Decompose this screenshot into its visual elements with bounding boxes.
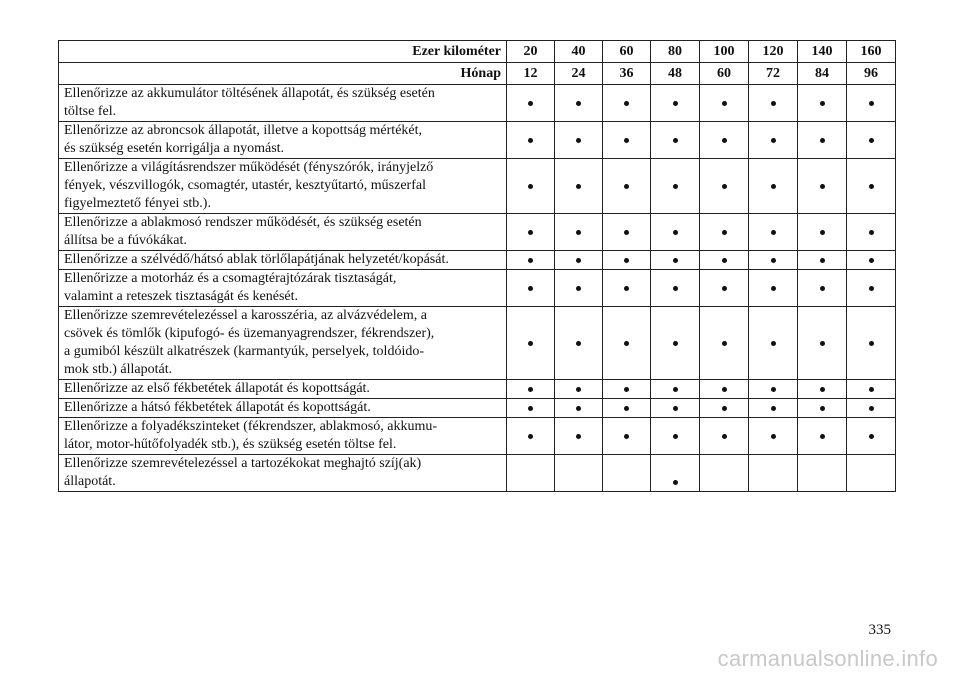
check-mark-icon — [869, 230, 874, 235]
table-row — [59, 122, 896, 159]
description-line: fények, vészvillogók, csomagtér, utastér, kesztyűtartó, műszerfal — [64, 178, 426, 193]
interval-cell — [651, 270, 700, 307]
interval-cell — [798, 251, 847, 270]
interval-cell — [700, 307, 749, 380]
interval-cell — [749, 399, 798, 418]
description-line: figyelmeztető fényei stb.). — [64, 196, 211, 211]
check-mark-icon — [771, 434, 776, 439]
interval-cell — [555, 270, 603, 307]
check-mark-icon — [576, 434, 581, 439]
header-value: 48 — [651, 63, 700, 85]
interval-cell — [507, 122, 555, 159]
interval-cell — [603, 251, 651, 270]
check-description — [59, 455, 507, 492]
check-mark-icon — [624, 258, 629, 263]
check-mark-icon — [528, 230, 533, 235]
check-mark-icon — [722, 434, 727, 439]
interval-cell — [507, 251, 555, 270]
header-value: 80 — [651, 41, 700, 63]
check-mark-icon — [722, 184, 727, 189]
interval-cell — [651, 399, 700, 418]
check-mark-icon — [820, 258, 825, 263]
check-mark-icon — [869, 341, 874, 346]
interval-cell — [507, 307, 555, 380]
interval-cell — [700, 380, 749, 399]
interval-cell — [555, 85, 603, 122]
interval-cell — [847, 214, 896, 251]
check-mark-icon — [820, 230, 825, 235]
interval-cell — [603, 270, 651, 307]
interval-cell — [749, 85, 798, 122]
check-mark-icon — [771, 406, 776, 411]
description-line: Ellenőrizze a folyadékszinteket (fékrendszer, ablakmosó, akkumu- — [64, 419, 438, 434]
description-line: mok stb.) állapotát. — [64, 362, 173, 377]
interval-cell — [555, 122, 603, 159]
check-description — [59, 380, 507, 399]
interval-cell — [847, 251, 896, 270]
check-description — [59, 270, 507, 307]
check-description — [59, 399, 507, 418]
interval-cell — [847, 122, 896, 159]
table-row — [59, 380, 896, 399]
check-mark-icon — [673, 184, 678, 189]
check-mark-icon — [820, 341, 825, 346]
interval-cell — [507, 380, 555, 399]
interval-cell — [847, 418, 896, 455]
check-mark-icon — [673, 406, 678, 411]
check-mark-icon — [820, 406, 825, 411]
header-value: 72 — [749, 63, 798, 85]
interval-cell — [700, 251, 749, 270]
check-mark-icon — [624, 101, 629, 106]
interval-cell — [798, 214, 847, 251]
interval-cell — [847, 380, 896, 399]
check-mark-icon — [722, 406, 727, 411]
check-mark-icon — [673, 101, 678, 106]
check-mark-icon — [673, 387, 678, 392]
check-mark-icon — [722, 258, 727, 263]
check-description — [59, 122, 507, 159]
check-mark-icon — [528, 406, 533, 411]
check-mark-icon — [820, 286, 825, 291]
check-mark-icon — [673, 341, 678, 346]
interval-cell — [507, 85, 555, 122]
check-mark-icon — [820, 184, 825, 189]
interval-cell — [749, 380, 798, 399]
check-mark-icon — [820, 138, 825, 143]
check-mark-icon — [869, 138, 874, 143]
header-value: 96 — [847, 63, 896, 85]
table-row — [59, 251, 896, 270]
interval-cell — [798, 122, 847, 159]
interval-cell — [555, 418, 603, 455]
interval-cell — [700, 399, 749, 418]
check-mark-icon — [624, 230, 629, 235]
interval-cell — [651, 307, 700, 380]
check-description — [59, 418, 507, 455]
check-mark-icon — [722, 341, 727, 346]
interval-cell — [749, 251, 798, 270]
check-mark-icon — [528, 387, 533, 392]
interval-cell — [798, 418, 847, 455]
description-line: Ellenőrizze szemrevételezéssel a karosszéria, az alvázvédelem, a — [64, 308, 428, 323]
header-label: Ezer kilométer — [59, 41, 507, 63]
description-line: Ellenőrizze az első fékbetétek állapotát és kopottságát. — [64, 381, 370, 396]
check-mark-icon — [771, 184, 776, 189]
interval-cell — [700, 85, 749, 122]
interval-cell — [507, 418, 555, 455]
interval-cell — [847, 159, 896, 214]
table-row — [59, 455, 896, 492]
watermark: carmanualsonline.info — [717, 646, 938, 671]
description-line: valamint a reteszek tisztaságát és kenését. — [64, 289, 299, 304]
check-mark-icon — [576, 341, 581, 346]
interval-cell — [749, 418, 798, 455]
interval-cell — [651, 251, 700, 270]
check-mark-icon — [869, 258, 874, 263]
check-mark-icon — [820, 101, 825, 106]
interval-cell — [700, 159, 749, 214]
interval-cell — [555, 159, 603, 214]
check-mark-icon — [673, 138, 678, 143]
table-row — [59, 307, 896, 380]
table-row — [59, 418, 896, 455]
check-mark-icon — [673, 258, 678, 263]
interval-cell — [651, 159, 700, 214]
interval-cell — [798, 399, 847, 418]
check-mark-icon — [528, 258, 533, 263]
interval-cell — [700, 270, 749, 307]
header-value: 84 — [798, 63, 847, 85]
interval-cell — [507, 270, 555, 307]
table-row — [59, 85, 896, 122]
interval-cell — [603, 380, 651, 399]
check-mark-icon — [869, 184, 874, 189]
header-value: 100 — [700, 41, 749, 63]
check-mark-icon — [528, 184, 533, 189]
interval-cell — [603, 214, 651, 251]
check-mark-icon — [869, 387, 874, 392]
interval-cell — [603, 85, 651, 122]
check-description — [59, 85, 507, 122]
header-value: 60 — [603, 41, 651, 63]
description-line: Ellenőrizze az abroncsok állapotát, illetve a kopottság mértékét, — [64, 123, 423, 138]
header-value: 140 — [798, 41, 847, 63]
check-mark-icon — [576, 230, 581, 235]
check-mark-icon — [771, 341, 776, 346]
interval-cell — [555, 399, 603, 418]
check-mark-icon — [771, 230, 776, 235]
interval-cell — [749, 214, 798, 251]
check-mark-icon — [673, 286, 678, 291]
table-row — [59, 399, 896, 418]
interval-cell — [555, 307, 603, 380]
interval-cell — [847, 399, 896, 418]
interval-cell — [749, 122, 798, 159]
interval-cell — [700, 455, 749, 492]
description-line: Ellenőrizze a szélvédő/hátsó ablak törlőlapátjának helyzetét/kopását. — [64, 252, 449, 267]
check-mark-icon — [576, 387, 581, 392]
check-mark-icon — [771, 138, 776, 143]
interval-cell — [847, 270, 896, 307]
check-mark-icon — [869, 286, 874, 291]
description-line: Ellenőrizze szemrevételezéssel a tartozékokat meghajtó szíj(ak) — [64, 456, 422, 471]
check-mark-icon — [722, 230, 727, 235]
interval-cell — [603, 399, 651, 418]
check-mark-icon — [528, 101, 533, 106]
interval-cell — [749, 307, 798, 380]
check-mark-icon — [624, 286, 629, 291]
interval-cell — [603, 455, 651, 492]
check-mark-icon — [528, 341, 533, 346]
interval-cell — [749, 159, 798, 214]
check-mark-icon — [722, 138, 727, 143]
interval-cell — [847, 307, 896, 380]
header-value: 36 — [603, 63, 651, 85]
header-value: 24 — [555, 63, 603, 85]
interval-cell — [507, 399, 555, 418]
check-description — [59, 214, 507, 251]
table-body — [59, 41, 896, 492]
description-line: Ellenőrizze a világításrendszer működését (fényszórók, irányjelző — [64, 160, 434, 175]
check-mark-icon — [869, 434, 874, 439]
check-mark-icon — [624, 341, 629, 346]
page-number: 335 — [868, 622, 891, 638]
interval-cell — [798, 159, 847, 214]
table-row — [59, 214, 896, 251]
description-line: és szükség esetén korrigálja a nyomást. — [64, 141, 285, 156]
check-mark-icon — [624, 434, 629, 439]
header-row — [59, 41, 896, 63]
check-mark-icon — [820, 434, 825, 439]
header-value: 20 — [507, 41, 555, 63]
interval-cell — [651, 380, 700, 399]
description-line: Ellenőrizze a ablakmosó rendszer működését, és szükség esetén — [64, 215, 422, 230]
check-mark-icon — [528, 434, 533, 439]
interval-cell — [798, 85, 847, 122]
check-mark-icon — [673, 480, 678, 485]
interval-cell — [603, 418, 651, 455]
check-mark-icon — [869, 101, 874, 106]
interval-cell — [847, 455, 896, 492]
check-mark-icon — [771, 286, 776, 291]
interval-cell — [749, 455, 798, 492]
header-row — [59, 63, 896, 85]
description-line: csövek és tömlők (kipufogó- és üzemanyagrendszer, fékrendszer), — [64, 326, 435, 341]
check-mark-icon — [722, 101, 727, 106]
table-row — [59, 270, 896, 307]
header-label: Hónap — [59, 63, 507, 85]
interval-cell — [651, 122, 700, 159]
check-mark-icon — [771, 387, 776, 392]
interval-cell — [749, 270, 798, 307]
check-mark-icon — [673, 434, 678, 439]
interval-cell — [603, 307, 651, 380]
check-mark-icon — [624, 387, 629, 392]
check-mark-icon — [771, 101, 776, 106]
check-mark-icon — [576, 406, 581, 411]
interval-cell — [555, 251, 603, 270]
table-row — [59, 159, 896, 214]
check-mark-icon — [576, 258, 581, 263]
header-value: 12 — [507, 63, 555, 85]
description-line: látor, motor-hűtőfolyadék stb.), és szükség esetén töltse fel. — [64, 437, 397, 452]
interval-cell — [651, 418, 700, 455]
check-mark-icon — [722, 387, 727, 392]
interval-cell — [555, 455, 603, 492]
interval-cell — [798, 380, 847, 399]
check-mark-icon — [722, 286, 727, 291]
check-description — [59, 251, 507, 270]
description-line: állítsa be a fúvókákat. — [64, 233, 187, 248]
interval-cell — [798, 455, 847, 492]
maintenance-schedule-table — [58, 40, 896, 492]
interval-cell — [798, 270, 847, 307]
header-value: 120 — [749, 41, 798, 63]
interval-cell — [603, 122, 651, 159]
interval-cell — [700, 122, 749, 159]
check-mark-icon — [576, 138, 581, 143]
description-line: a gumiból készült alkatrészek (karmantyúk, perselyek, toldóido- — [64, 344, 425, 359]
interval-cell — [651, 455, 700, 492]
interval-cell — [798, 307, 847, 380]
header-value: 40 — [555, 41, 603, 63]
interval-cell — [555, 214, 603, 251]
interval-cell — [555, 380, 603, 399]
check-mark-icon — [528, 138, 533, 143]
interval-cell — [507, 455, 555, 492]
check-mark-icon — [576, 184, 581, 189]
check-mark-icon — [624, 138, 629, 143]
check-mark-icon — [576, 101, 581, 106]
interval-cell — [603, 159, 651, 214]
check-mark-icon — [771, 258, 776, 263]
check-mark-icon — [528, 286, 533, 291]
check-mark-icon — [869, 406, 874, 411]
interval-cell — [847, 85, 896, 122]
description-line: Ellenőrizze a motorház és a csomagtérajtózárak tisztaságát, — [64, 271, 397, 286]
interval-cell — [651, 214, 700, 251]
interval-cell — [700, 418, 749, 455]
description-line: állapotát. — [64, 474, 116, 489]
check-mark-icon — [624, 184, 629, 189]
interval-cell — [700, 214, 749, 251]
header-value: 160 — [847, 41, 896, 63]
description-line: töltse fel. — [64, 104, 117, 119]
description-line: Ellenőrizze az akkumulátor töltésének állapotát, és szükség esetén — [64, 86, 435, 101]
header-value: 60 — [700, 63, 749, 85]
check-mark-icon — [576, 286, 581, 291]
interval-cell — [507, 214, 555, 251]
description-line: Ellenőrizze a hátsó fékbetétek állapotát és kopottságát. — [64, 400, 371, 415]
interval-cell — [507, 159, 555, 214]
check-mark-icon — [624, 406, 629, 411]
check-mark-icon — [673, 230, 678, 235]
check-description — [59, 307, 507, 380]
check-description — [59, 159, 507, 214]
interval-cell — [651, 85, 700, 122]
check-mark-icon — [820, 387, 825, 392]
